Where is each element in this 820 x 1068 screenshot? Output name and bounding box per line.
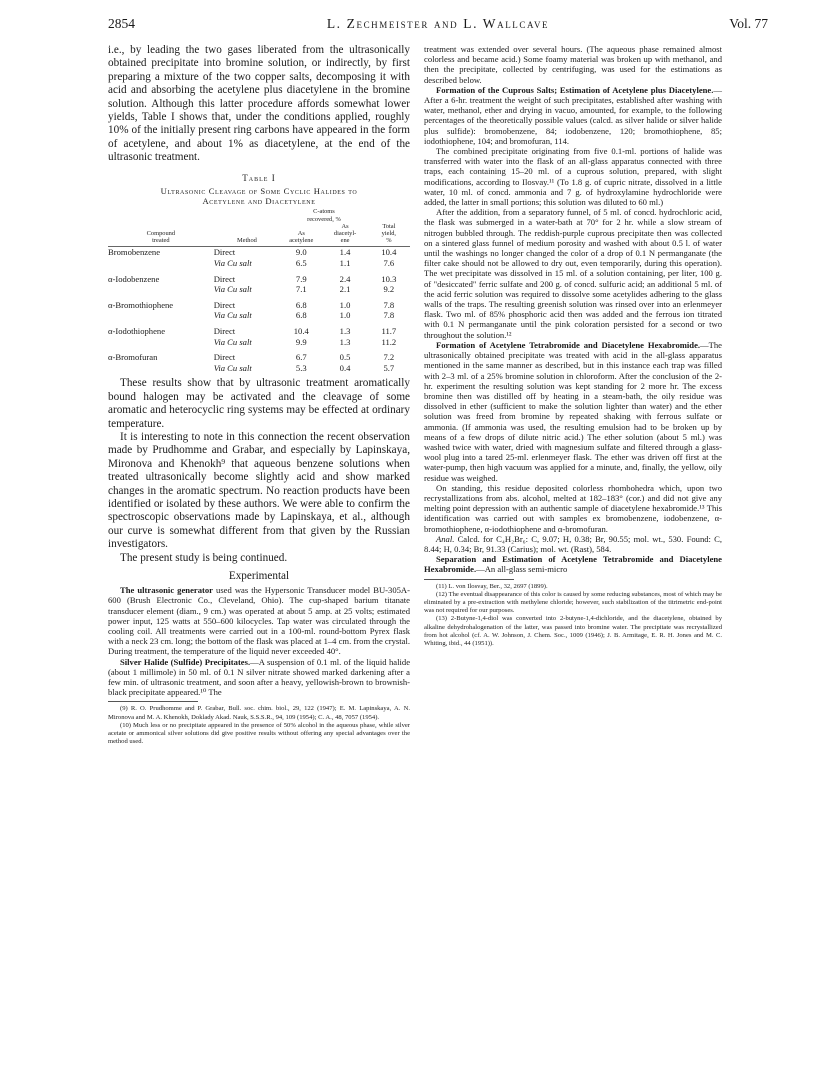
- table-row: α-Bromofuran Direct 6.7 0.5 7.2: [108, 352, 395, 363]
- table-row: Via Cu salt 6.5 1.1 7.6: [213, 258, 395, 269]
- discussion-paragraph: It is interesting to note in this connection the recent observation made by Prudhomme and Grabar, and especially by Lapinskaya, Mironova and Khenokh⁹ that aqueous benzene solutions when treated ultrasonically become slightly acid and show marked changes in the aromatic spectrum. No reaction products have been identified or isolated by these authors. We were able to confirm the spectroscopic observations made by Lapinskaya, et al., although our curve is somewhat different from that given by the Russian investigators.: [108, 431, 410, 551]
- section-heading: Experimental: [228, 570, 290, 583]
- page-number: 2854: [108, 16, 135, 31]
- table-row: α-Iodobenzene Direct 7.9 2.4 10.3: [108, 273, 397, 284]
- volume-label: Vol. 77: [729, 16, 768, 31]
- total-header: Total yield, %: [368, 223, 410, 247]
- compound-header: Compound treated: [108, 223, 214, 247]
- continued-paragraph: treatment was extended over several hours. (The aqueous phase remained almost colorless and became acid.) Some foamy material was broken up with methanol, and then the precipitate, collected by centrifuging, was used for the estimations as described below.: [424, 44, 722, 85]
- generator-paragraph: The ultrasonic generator used was the Hypersonic Transducer model BU-305A-600 (Brush Electronic Co., Cleveland, Ohio). The cup-shaped barium titanate transducer element (diam., 9 cm.) was operated at about 5 amp. at 25 volts; estimated power input, 125 watts at 550–600 kilocycles. Tap water was circulated through the cooling coil. All treatments were carried out in a 100-ml. round-bottom Pyrex flask with a neck 23 cm. long; the bottom of the flask was placed at 1–4 cm. from the crystal. During treatment, the temperature of the liquid never exceeded 40°.: [108, 585, 410, 657]
- table-row: Via Cu salt 5.3 0.4 5.7: [213, 362, 395, 373]
- running-title: L. Zechmeister and L. Wallcave: [326, 16, 550, 31]
- table-row: Bromobenzene Direct 9.0 1.4 10.4: [108, 247, 397, 258]
- table-row: Via Cu salt 9.9 1.3 11.2: [213, 336, 397, 347]
- silver-halide-paragraph: Silver Halide (Sulfide) Precipitates.—A suspension of 0.1 ml. of the liquid halide (about 1 millimole) in 50 ml. of 0.1 N silver nitrate showed marked darkening after a few min. of ultrasonic treatment, and soon after a heavy, yellowish-brown to brownish-black precipitate appeared.¹⁰ The: [108, 656, 411, 698]
- footnote-11: (11) L. von Ilosvay, Ber., 32, 2697 (1899).: [436, 582, 548, 590]
- table-row: α-Bromothiophene Direct 6.8 1.0 7.8: [108, 299, 395, 310]
- table-caption: Table I: [242, 172, 276, 183]
- paragraph-lead: Silver Halide (Sulfide) Precipitates.: [120, 656, 251, 667]
- separation-paragraph: Separation and Estimation of Acetylene Tetrabromide and Diacetylene Hexabromide.—An all-glass semi-micro: [424, 554, 722, 575]
- results-paragraph: These results show that by ultrasonic treatment aromatically bound halogen may be activated and the cleavage of some aromatic and heterocyclic ring systems may be effected at ordinary temperature.: [108, 377, 410, 430]
- table-row: α-Iodothiophene Direct 10.4 1.3 11.7: [108, 326, 397, 337]
- page-header: [108, 16, 768, 36]
- footnote-rule: [424, 579, 514, 580]
- analysis-label: Anal.: [436, 533, 455, 544]
- footnote-9: (9) R. O. Prudhomme and P. Grabar, Bull. soc. chim. biol., 29, 122 (1947); E. M. Lapinskaya, A. N. Mironova and M. A. Khenokh, Doklady Akad. Nauk, S.S.S.R., 94, 109 (1954); C. A., 48, 7057 (1954).: [108, 705, 410, 721]
- catoms-header: [280, 208, 368, 222]
- cuprous-salts-paragraph: Formation of the Cuprous Salts; Estimation of Acetylene plus Diacetylene.—After a 6-hr. treatment the weight of such precipitates, established after washing with water, methanol, ether and drying in vacuo, amounted, for example, to the following percentages of the theoretically possible values (calcd. as silver halide or silver halide plus sulfide): bromobenzene, 84; iodobenzene, 120; bromothiophene, 85; iodothiophene, 104; and bromofuran, 114.: [424, 84, 722, 146]
- apparatus-paragraph: The combined precipitate originating from five 0.1-ml. portions of halide was transferred with water into the flask of an all-glass apparatus connected with three traps, each containing 15–20 ml. of a cuprous solution, prepared, with slight modifications, according to Ilosvay.¹¹ (To 1.8 g. of cupric nitrate, dissolved in a little water, 10 ml. of concd. ammonia and 7 g. of hydroxylamine hydrochloride were added, the latter in small portions; this solution was diluted to 60 ml.): [424, 146, 722, 208]
- table-row: Via Cu salt 7.1 2.1 9.2: [213, 284, 395, 295]
- intro-paragraph: i.e., by leading the two gases liberated from the ultrasonically obtained precipitate into bromine solution, or indirectly, by first preparing a mixture of the two copper salts, decomposing it with acid and absorbing the acetylene plus diacetylene in the bromine solution. Although this latter procedure affords somewhat lower yields, Table I shows that, under the conditions applied, roughly 10% of the initially present ring carbons have appeared in the form of acetylene, and about 1% as diacetylene, at the end of the ultrasonic treatment.: [108, 44, 410, 164]
- catoms-line: C-atoms: [313, 208, 335, 216]
- analysis-paragraph: Anal. Calcd. for C₄H₂Br₆: C, 9.07; H, 0.38; Br, 90.55; mol. wt., 530. Found: C, 8.44; H, 0.34; Br, 91.33 (Carius); mol. wt. (Rast), 584.: [424, 533, 722, 554]
- titration-paragraph: After the addition, from a separatory funnel, of 5 ml. of concd. hydrochloric acid, the flask was submerged in a water-bath at 70° for 2 hr. while a slow stream of nitrogen bubbled through. The reddish-purple cuprous precipitate then was collected on a sintered glass funnel of medium porosity and washed with about 0.5 l. of water until the washings no longer changed the color of a drop of 0.1 N permanganate (the filter cake should not be allowed to dry out, even temporarily, during this operation). The wet precipitate was dissolved in 15 ml. of a solution containing, per liter, 100 g. of "desiccated" ferric sulfate and 200 g. of concd. sulfuric acid; an additional 5 ml. of the acid ferric solution was required to dissolve some acetylides adhering to the glass walls of the traps. The resulting greenish solution was rinsed over into an erlenmeyer flask. Two ml. of 85% phosphoric acid then was added and the ferrous ion titrated with 0.1 N permanganate until the pink coloration persisted for a second or two throughout the solution.¹²: [424, 207, 722, 340]
- diacetylene-header: As diacetyl- ene: [322, 223, 367, 247]
- table-row: Via Cu salt 6.8 1.0 7.8: [213, 310, 395, 321]
- footnote-12: (12) The eventual disappearance of this color is caused by some reducing substances, most of which may be eliminated by a pre-extraction with methylene chloride; however, such stabilization of the titrimetric end-point was not required for our purposes.: [424, 590, 722, 615]
- results-table: [108, 208, 410, 373]
- paragraph-lead: Separation and Estimation of Acetylene Tetrabromide and Diacetylene Hexabromide.: [424, 554, 722, 575]
- catoms-line: recovered, %: [307, 215, 341, 223]
- paragraph-lead: Formation of Acetylene Tetrabromide and Diacetylene Hexabromide.: [436, 339, 701, 350]
- method-header: Method: [214, 223, 280, 247]
- tetrabromide-paragraph: Formation of Acetylene Tetrabromide and Diacetylene Hexabromide.—The ultrasonically obtained precipitate was treated with acid in the all-glass apparatus mentioned in the same manner as described, but in this instance each trap was filled with 2–3 ml. of a 25% bromine solution in chloroform. After the conclusion of the 2-hr. experiment the resulting solution was kept standing for 2 more hr. The excess bromine then was distilled off by heating in a steam-bath, the oily residue was dissolved in ether (sufficient to make the solution lighter than water) and the ether solution was freed from bromine by repeated shaking with ferrous sulfate or ammonia. (If ammonia was used, the resulting emulsion had to be broken up by means of a few drops of dilute nitric acid.) The ether solution (about 5 ml.) was washed twice with water, dried with magnesium sulfate and filtered through a glass-wool plug into a tared 25-ml. erlenmeyer flask. The ether was driven off first at the water-pump, then high vacuum was applied for a minute, and, finally, the yellow, oily residue was weighed.: [424, 339, 722, 483]
- paragraph-lead: Formation of the Cuprous Salts; Estimation of Acetylene plus Diacetylene.: [436, 84, 714, 95]
- footnote-13: (13) 2-Butyne-1,4-diol was converted into 2-butyne-1,4-dichloride, and the diacetylene, obtained by alkaline dehydrohalogenation of the latter, was passed into bromine water. The precipitate was recrystallized from hot alcohol (cf. A. W. Johnson, J. Chem. Soc., 1009 (1946); J. B. Armitage, E. R. H. Jones and M. C. Whiting, ibid., 44 (1951)).: [424, 615, 722, 647]
- continuation-paragraph: The present study is being continued.: [120, 551, 288, 564]
- paragraph-lead: The ultrasonic generator: [120, 585, 213, 596]
- acetylene-header: As acetylene: [280, 223, 322, 247]
- table-title-line: Ultrasonic Cleavage of Some Cyclic Halides to: [160, 185, 358, 196]
- table-title: [108, 186, 410, 207]
- right-column: [424, 44, 722, 648]
- crystallization-paragraph: On standing, this residue deposited colorless rhombohedra which, upon two recrystallizations from abs. alcohol, melted at 182–183° (cor.) and did not give any melting point depression with an authentic sample of diacetylene hexabromide.¹³ This identification was carried out with samples ex bromobenzene, iodobenzene, α-bromothiophene, α-iodothiophene and α-bromofuran.: [424, 482, 722, 534]
- footnote-rule: [108, 701, 198, 702]
- table-title-line: Acetylene and Diacetylene: [202, 196, 316, 207]
- left-column: [108, 44, 410, 746]
- footnote-10: (10) Much less or no precipitate appeared in the presence of 50% alcohol in the aqueous phase, while silver acetate or ammonical silver solutions did give positive results without offering any special advantages over the method used.: [108, 721, 410, 746]
